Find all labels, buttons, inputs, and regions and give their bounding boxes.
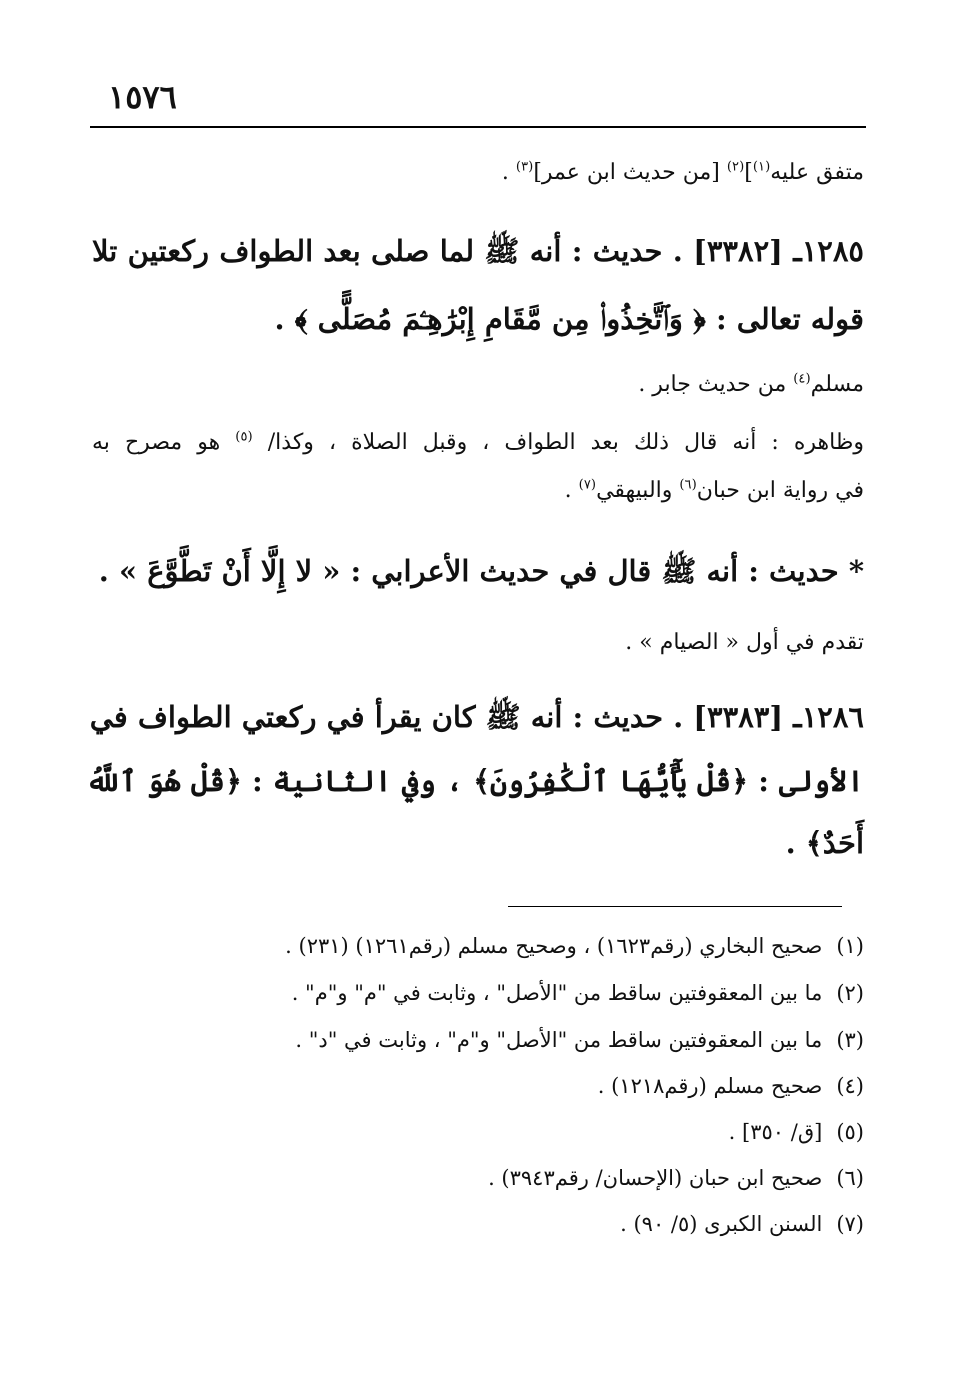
footnote-ref: (١)	[752, 159, 771, 175]
text: متفق عليه	[770, 160, 864, 185]
footnote-number: (٥)	[836, 1120, 864, 1144]
text: في رواية ابن حبان	[696, 478, 864, 503]
footnote-2	[292, 981, 864, 1005]
footnote-1	[285, 934, 864, 958]
footnote-number: (١)	[836, 934, 864, 958]
body-line-8: تقدم في أول « الصيام » .	[625, 630, 864, 655]
hadith-1285-line-1: ١٢٨٥ـ [٣٣٨٢] . حديث : أنه ﷺ لما صلى بعد الطواف ركعتين تلا	[92, 234, 864, 268]
text: من حديث جابر .	[638, 372, 794, 397]
hadith-1286-line-1: ١٢٨٦ـ [٣٣٨٣] . حديث : أنه ﷺ كان يقرأ في ركعتي الطواف في	[89, 700, 864, 734]
footnote-number: (٧)	[836, 1212, 864, 1236]
footnote-ref: (٤)	[793, 371, 811, 387]
footnote-3	[295, 1028, 864, 1052]
text: مسلم	[810, 372, 864, 397]
footnote-5	[729, 1120, 864, 1144]
page-number: ١٥٧٦	[108, 78, 177, 116]
footnote-text: صحيح مسلم (رقم١٢١٨) .	[597, 1074, 823, 1098]
body-line-4	[638, 372, 864, 397]
footnote-rule	[508, 906, 842, 907]
footnote-text: ما بين المعقوفتين ساقط من "الأصل" ، وثابت في "م" و"م" .	[291, 981, 823, 1005]
text: والبيهقي	[596, 478, 680, 503]
text: .	[564, 478, 579, 503]
hadith-1286-line-3: أَحَدٌ﴾ .	[785, 826, 864, 860]
hadith-1286-line-2: الأولى : ﴿قُلْ يَٰٓأَيُّهَا ٱلْكَٰفِرُونَ﴾ ، وفي الثانية : ﴿قُلْ هُوَ ٱللَّهُ	[85, 764, 864, 798]
footnote-ref: (٣)	[515, 159, 534, 175]
body-line-1	[502, 160, 864, 185]
footnote-text: [ق/ ٣٥٠] .	[728, 1120, 823, 1144]
footnote-number: (٣)	[836, 1028, 864, 1052]
body-line-5	[92, 430, 864, 455]
footnote-text: ما بين المعقوفتين ساقط من "الأصل" و"م" ، وثابت في "د" .	[295, 1028, 823, 1052]
footnote-text: صحيح البخاري (رقم١٦٢٣) ، وصحيح مسلم (رقم١٢٦١) (٢٣١) .	[285, 934, 823, 958]
footnote-ref: (٥)	[235, 429, 253, 445]
footnote-number: (٤)	[836, 1074, 864, 1098]
text: [من حديث ابن عمر]	[533, 160, 727, 185]
text: هو مصرح به	[92, 430, 236, 455]
body-line-6	[565, 478, 864, 503]
text: ]	[744, 160, 753, 185]
footnote-text: السنن الكبرى (٥/ ٩٠) .	[620, 1212, 823, 1236]
footnote-number: (٦)	[836, 1166, 864, 1190]
footnote-6	[488, 1166, 864, 1190]
hadith-star-line: * حديث : أنه ﷺ قال في حديث الأعرابي : « لا إِلَّا أَنْ تَطَّوَّعَ » .	[98, 554, 864, 588]
text: وظاهره : أنه قال ذلك بعد الطواف ، وقبل الصلاة ، وكذا/	[252, 430, 864, 455]
hadith-1285-line-2: قوله تعالى : ﴿ وَٱتَّخِذُوا۟ مِن مَّقَامِ إِبْرَٰهِـۧمَ مُصَلًّى ﴾ .	[274, 302, 864, 336]
text: .	[501, 160, 516, 185]
header-rule	[90, 126, 866, 128]
footnote-7	[620, 1212, 864, 1236]
footnote-ref: (٧)	[578, 477, 597, 493]
footnote-number: (٢)	[836, 981, 864, 1005]
footnote-text: صحيح ابن حبان (الإحسان/ رقم٣٩٤٣) .	[488, 1166, 823, 1190]
footnote-ref: (٦)	[679, 477, 697, 493]
footnote-ref: (٢)	[726, 159, 745, 175]
footnote-4	[598, 1074, 864, 1098]
